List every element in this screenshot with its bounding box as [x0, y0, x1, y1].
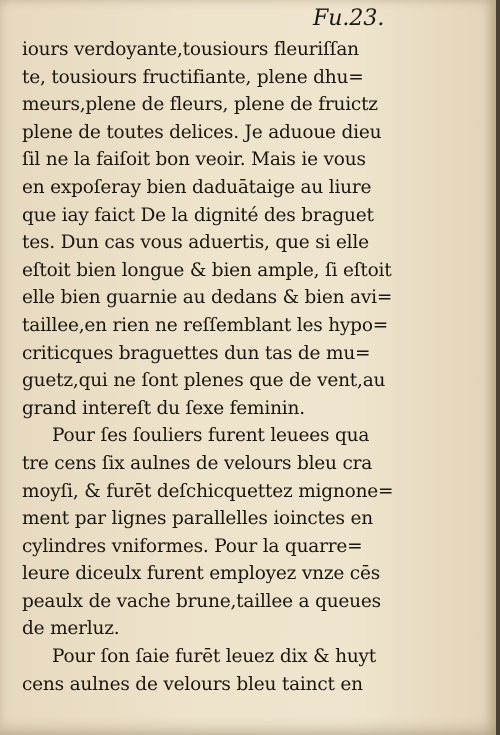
text-line: plene de toutes delices. Je aduoue dieu: [22, 121, 382, 143]
text-line: criticques braguettes dun tas de mu=: [22, 342, 371, 364]
text-line: iours verdoyante,tousiours fleuriſſan: [22, 39, 359, 60]
folio-number: Fu.23.: [313, 6, 385, 31]
text-line: Pour ſon ſaie furēt leuez dix & huyt: [52, 646, 377, 668]
text-line: elle bien guarnie au dedans & bien avi=: [22, 287, 393, 309]
text-line: ment par lignes parallelles ioinctes en: [22, 508, 373, 530]
text-line: te, tousiours fructifiante, plene dhu=: [22, 66, 364, 88]
page-edge: [496, 0, 500, 735]
text-line: Pour ſes ſouliers furent leuees qua: [52, 425, 370, 447]
text-line: meurs,plene de fleurs, plene de fruictz: [22, 94, 378, 116]
text-line: tes. Dun cas vous aduertis, que si elle: [22, 232, 369, 254]
text-line: tre cens ſix aulnes de velours bleu cra: [22, 452, 373, 474]
text-line: grand intereſt du ſexe feminin.: [22, 397, 305, 419]
text-line: taillee,en rien ne reſſemblant les hypo=: [22, 314, 389, 336]
text-line: cylindres vniformes. Pour la quarre=: [22, 535, 363, 557]
text-line: guetz,qui ne ſont plenes que de vent,au: [22, 370, 386, 392]
text-line: ſil ne la faiſoit bon veoir. Mais ie vous: [22, 149, 366, 171]
text-line: cens aulnes de velours bleu tainct en: [22, 673, 363, 695]
text-line: en expoſeray bien daduātaige au liure: [22, 176, 372, 198]
text-line: leure diceulx furent employez vnze cēs: [22, 563, 381, 585]
text-block: [22, 36, 432, 698]
text-line: eſtoit bien longue & bien ample, ſi eſtoit: [22, 259, 392, 281]
text-line: que iay faict De la dignité des braguet: [22, 204, 374, 226]
text-line: moyſi, & furēt deſchicquettez mignone=: [22, 480, 394, 502]
text-line: peaulx de vache brune,taillee a queues: [22, 590, 381, 612]
text-line: de merluz.: [22, 618, 120, 640]
